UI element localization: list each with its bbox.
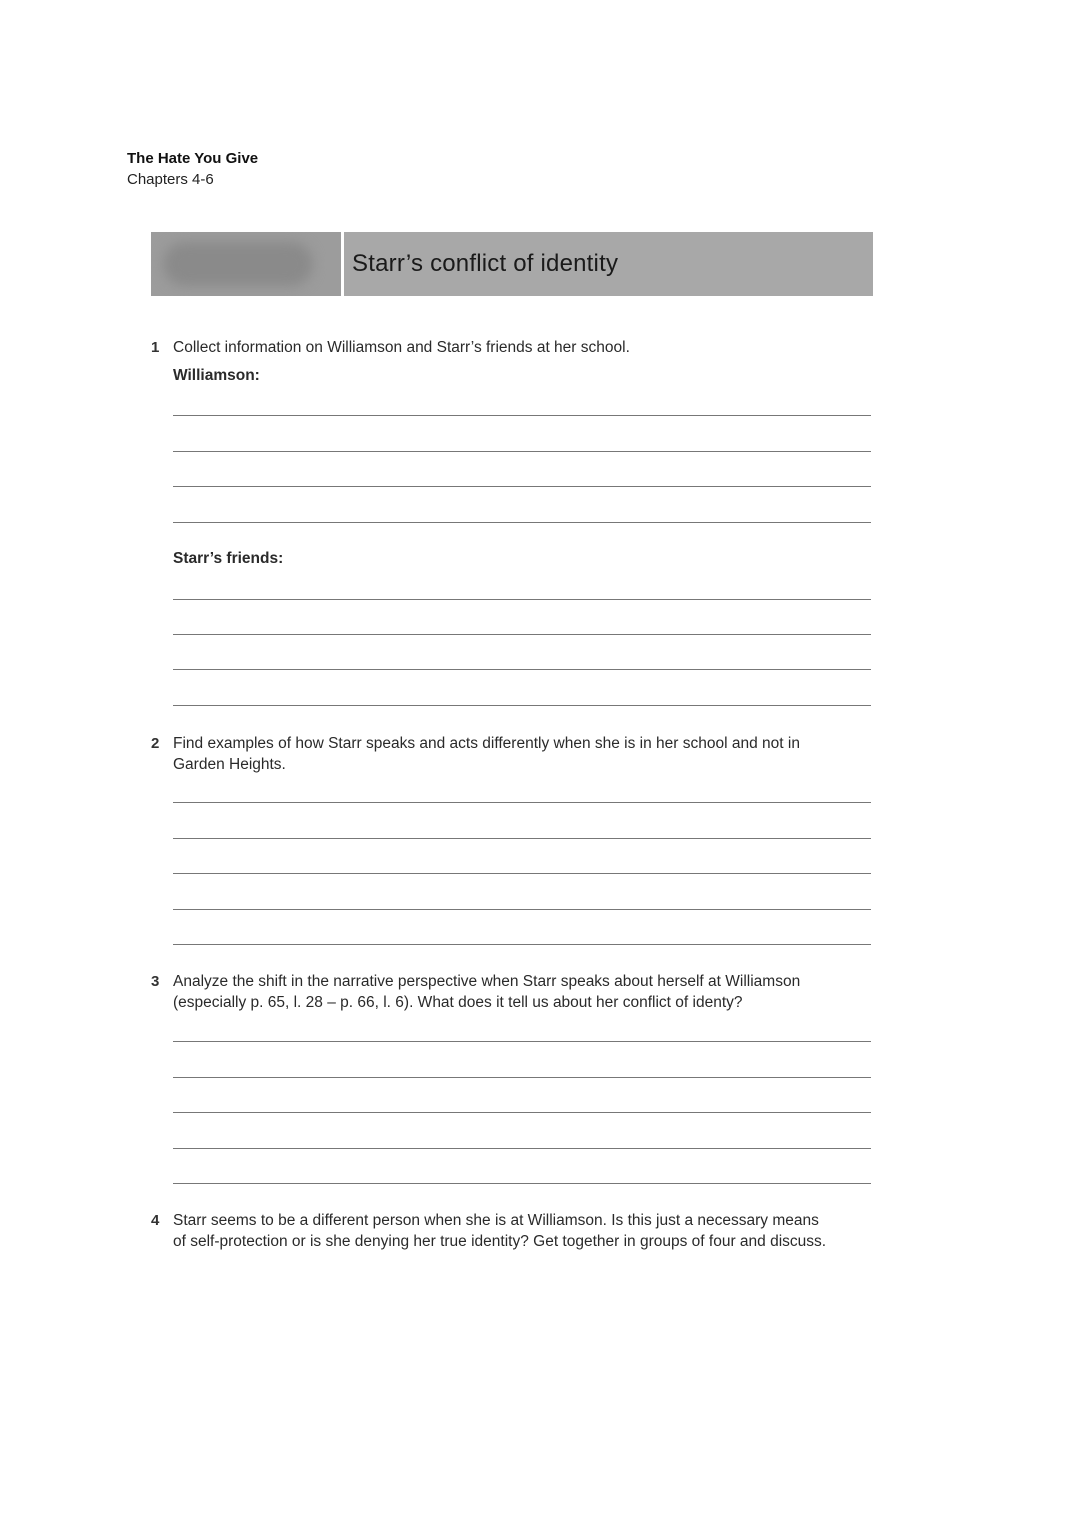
answer-line[interactable] (173, 415, 871, 416)
answer-line[interactable] (173, 451, 871, 452)
answer-line[interactable] (173, 1112, 871, 1113)
answer-line[interactable] (173, 486, 871, 487)
question-2 (151, 733, 881, 775)
williamson-label: Williamson: (173, 367, 260, 384)
answer-line[interactable] (173, 1148, 871, 1149)
answer-line[interactable] (173, 705, 871, 706)
answer-line[interactable] (173, 873, 871, 874)
question-text: Starr seems to be a different person when she is at Williamson. Is this just a necessary means of self-protection or is she denying her true identity? Get together in groups of four and discuss. (173, 1212, 827, 1250)
answer-line[interactable] (173, 944, 871, 945)
worksheet-title: Starr’s conflict of identity (352, 250, 619, 277)
answer-line[interactable] (173, 599, 871, 600)
question-3 (151, 971, 881, 1013)
answer-line[interactable] (173, 669, 871, 670)
question-number: 4 (151, 1212, 160, 1229)
question-text: Collect information on Williamson and Starr’s friends at her school. (173, 339, 630, 356)
banner-title-cell (344, 232, 873, 296)
document-title: The Hate You Give (127, 150, 259, 167)
question-number: 2 (151, 735, 160, 752)
redaction-smudge (163, 242, 313, 286)
worksheet-banner (151, 232, 873, 296)
document-subtitle: Chapters 4-6 (127, 171, 214, 188)
document-header (127, 148, 258, 191)
question-text: Analyze the shift in the narrative perspective when Starr speaks about herself at Williamson (especially p. 65, l. 28 – p. 66, l. 6). What does it tell us about her conflict of identy? (173, 973, 801, 1011)
answer-line[interactable] (173, 909, 871, 910)
question-4 (151, 1210, 881, 1252)
question-number: 3 (151, 973, 160, 990)
answer-line[interactable] (173, 802, 871, 803)
banner-redacted-area (151, 232, 341, 296)
answer-line[interactable] (173, 634, 871, 635)
answer-line[interactable] (173, 1041, 871, 1042)
starrs-friends-label: Starr’s friends: (173, 550, 284, 567)
answer-line[interactable] (173, 838, 871, 839)
question-text: Find examples of how Starr speaks and acts differently when she is in her school and not in Garden Heights. (173, 735, 800, 773)
question-1 (151, 337, 881, 358)
answer-line[interactable] (173, 1077, 871, 1078)
answer-line[interactable] (173, 522, 871, 523)
answer-line[interactable] (173, 1183, 871, 1184)
question-number: 1 (151, 339, 160, 356)
